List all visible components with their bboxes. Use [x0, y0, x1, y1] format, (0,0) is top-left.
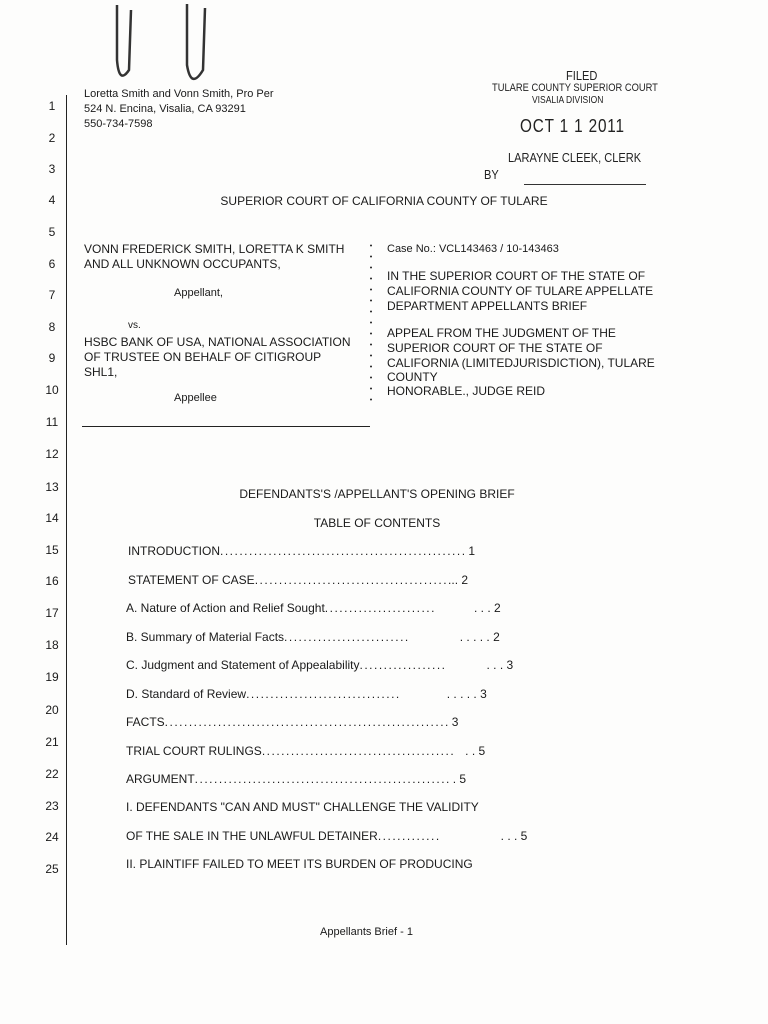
- toc-page: . . . 2: [473, 601, 501, 615]
- line-number: 24: [45, 830, 59, 844]
- court-info-line: IN THE SUPERIOR COURT OF THE STATE OF: [387, 269, 646, 283]
- line-number: 2: [48, 131, 56, 145]
- toc-dots: ....................................................: [194, 772, 447, 786]
- appellee-names: HSBC BANK OF USA, NATIONAL ASSOCIATION: [84, 335, 351, 349]
- brief-title: DEFENDANTS'S /APPELLANT'S OPENING BRIEF: [239, 487, 515, 501]
- filed-stamp-division: VISALIA DIVISION: [532, 95, 604, 106]
- page-footer: Appellants Brief - 1: [320, 926, 413, 938]
- line-number: 17: [45, 606, 59, 620]
- toc-entry[interactable]: [126, 857, 473, 871]
- appeal-line: CALIFORNIA (LIMITEDJURISDICTION), TULARE: [387, 356, 655, 370]
- caption-divider: [82, 426, 370, 427]
- toc-entry-label: A. Nature of Action and Relief Sought: [126, 601, 325, 615]
- appellee-names-cont2: SHL1,: [84, 365, 118, 379]
- toc-entry[interactable]: [126, 772, 466, 786]
- line-number: 7: [48, 288, 56, 302]
- toc-entry[interactable]: [126, 630, 500, 644]
- line-number: 1: [48, 99, 56, 113]
- caption-colon-column: [368, 240, 374, 405]
- line-number: 6: [48, 257, 56, 271]
- appeal-judge: HONORABLE., JUDGE REID: [387, 384, 546, 398]
- toc-page: . . 5: [465, 744, 486, 758]
- toc-page: . . . 3: [486, 658, 514, 672]
- toc-page: . 1: [461, 544, 476, 558]
- toc-dots: ..................................................: [220, 544, 462, 558]
- party-name-line: Loretta Smith and Vonn Smith, Pro Per: [84, 88, 274, 100]
- line-number: 19: [45, 670, 59, 684]
- appellee-names-cont: OF TRUSTEE ON BEHALF OF CITIGROUP: [84, 350, 322, 364]
- toc-entry[interactable]: [128, 573, 468, 587]
- case-number: Case No.: VCL143463 / 10-143463: [387, 243, 559, 255]
- toc-entry[interactable]: [126, 800, 479, 814]
- toc-dots: ..........................................................: [164, 715, 446, 729]
- toc-entry[interactable]: [126, 829, 527, 843]
- line-number: 14: [45, 511, 59, 525]
- filed-stamp-title: FILED: [566, 68, 598, 83]
- toc-dots: ..........................: [284, 630, 410, 644]
- toc-page: . . . 5: [500, 829, 528, 843]
- line-number: 9: [48, 351, 56, 365]
- line-number: 13: [45, 480, 59, 494]
- toc-entry[interactable]: [128, 544, 475, 558]
- line-number: 20: [45, 703, 59, 717]
- appellee-label: Appellee: [174, 392, 217, 404]
- toc-page: . . 5: [446, 772, 467, 786]
- court-title: SUPERIOR COURT OF CALIFORNIA COUNTY OF TULARE: [220, 194, 548, 208]
- signature-line: [524, 184, 646, 185]
- filed-stamp-court: TULARE COUNTY SUPERIOR COURT: [492, 82, 658, 94]
- line-number: 16: [45, 574, 59, 588]
- appeal-line: COUNTY: [387, 370, 438, 384]
- toc-entry-label: ARGUMENT: [126, 772, 195, 786]
- appellant-label: Appellant,: [174, 287, 223, 299]
- toc-entry[interactable]: [126, 658, 513, 672]
- toc-page: . . . . . 3: [446, 687, 487, 701]
- toc-entry-label: INTRODUCTION: [128, 544, 220, 558]
- line-number: 15: [45, 543, 59, 557]
- toc-dots: ........................................: [261, 744, 456, 758]
- toc-entry-label: TRIAL COURT RULINGS: [126, 744, 262, 758]
- toc-dots: .............: [377, 829, 441, 843]
- line-number: 10: [45, 383, 59, 397]
- toc-entry-label: C. Judgment and Statement of Appealability: [126, 658, 360, 672]
- toc-dots: ..................: [359, 658, 447, 672]
- toc-entry-label: B. Summary of Material Facts: [126, 630, 285, 644]
- line-number: 4: [48, 193, 56, 207]
- toc-dots: ........................................: [254, 573, 449, 587]
- toc-entry-label: OF THE SALE IN THE UNLAWFUL DETAINER: [126, 829, 378, 843]
- toc-entry-label: STATEMENT OF CASE: [128, 573, 255, 587]
- toc-entry-label: D. Standard of Review: [126, 687, 247, 701]
- appeal-line: SUPERIOR COURT OF THE STATE OF: [387, 341, 603, 355]
- toc-dots: .......................: [324, 601, 436, 615]
- line-number: 22: [45, 767, 59, 781]
- toc-page: ... 2: [448, 573, 469, 587]
- filed-stamp-clerk: LARAYNE CLEEK, CLERK: [508, 150, 642, 165]
- court-info-line: CALIFORNIA COUNTY OF TULARE APPELLATE: [387, 284, 654, 298]
- line-number: 5: [48, 225, 56, 239]
- line-number: 8: [48, 320, 56, 334]
- toc-entry[interactable]: [126, 715, 458, 729]
- filed-stamp-by: BY: [484, 167, 499, 182]
- line-number: 18: [45, 638, 59, 652]
- versus-label: vs.: [128, 320, 141, 331]
- toc-dots: ................................: [246, 687, 401, 701]
- toc-page: . 3: [445, 715, 459, 729]
- appellant-names: VONN FREDERICK SMITH, LORETTA K SMITH: [84, 242, 345, 256]
- toc-entry[interactable]: [126, 601, 501, 615]
- line-number: 12: [45, 447, 59, 461]
- court-info-line: DEPARTMENT APPELLANTS BRIEF: [387, 299, 588, 313]
- line-number: 25: [45, 862, 59, 876]
- appeal-line: APPEAL FROM THE JUDGMENT OF THE: [387, 326, 616, 340]
- line-number: 3: [48, 162, 56, 176]
- line-number: 21: [45, 735, 59, 749]
- party-address-line: 524 N. Encina, Visalia, CA 93291: [84, 103, 246, 115]
- appellant-names-cont: AND ALL UNKNOWN OCCUPANTS,: [84, 257, 281, 271]
- toc-entry[interactable]: [126, 687, 487, 701]
- toc-entry[interactable]: [126, 744, 485, 758]
- toc-entry-label: II. PLAINTIFF FAILED TO MEET ITS BURDEN OF PRODUCING: [126, 857, 473, 871]
- filed-stamp-date: OCT 1 1 2011: [520, 116, 625, 136]
- line-number: 11: [45, 415, 59, 429]
- toc-page: . . . . . 2: [459, 630, 500, 644]
- toc-entry-label: FACTS: [126, 715, 165, 729]
- toc-entry-label: I. DEFENDANTS "CAN AND MUST" CHALLENGE THE VALIDITY: [126, 800, 479, 814]
- toc-title: TABLE OF CONTENTS: [313, 516, 441, 530]
- party-phone-line: 550-734-7598: [84, 118, 153, 130]
- line-number: 23: [45, 799, 59, 813]
